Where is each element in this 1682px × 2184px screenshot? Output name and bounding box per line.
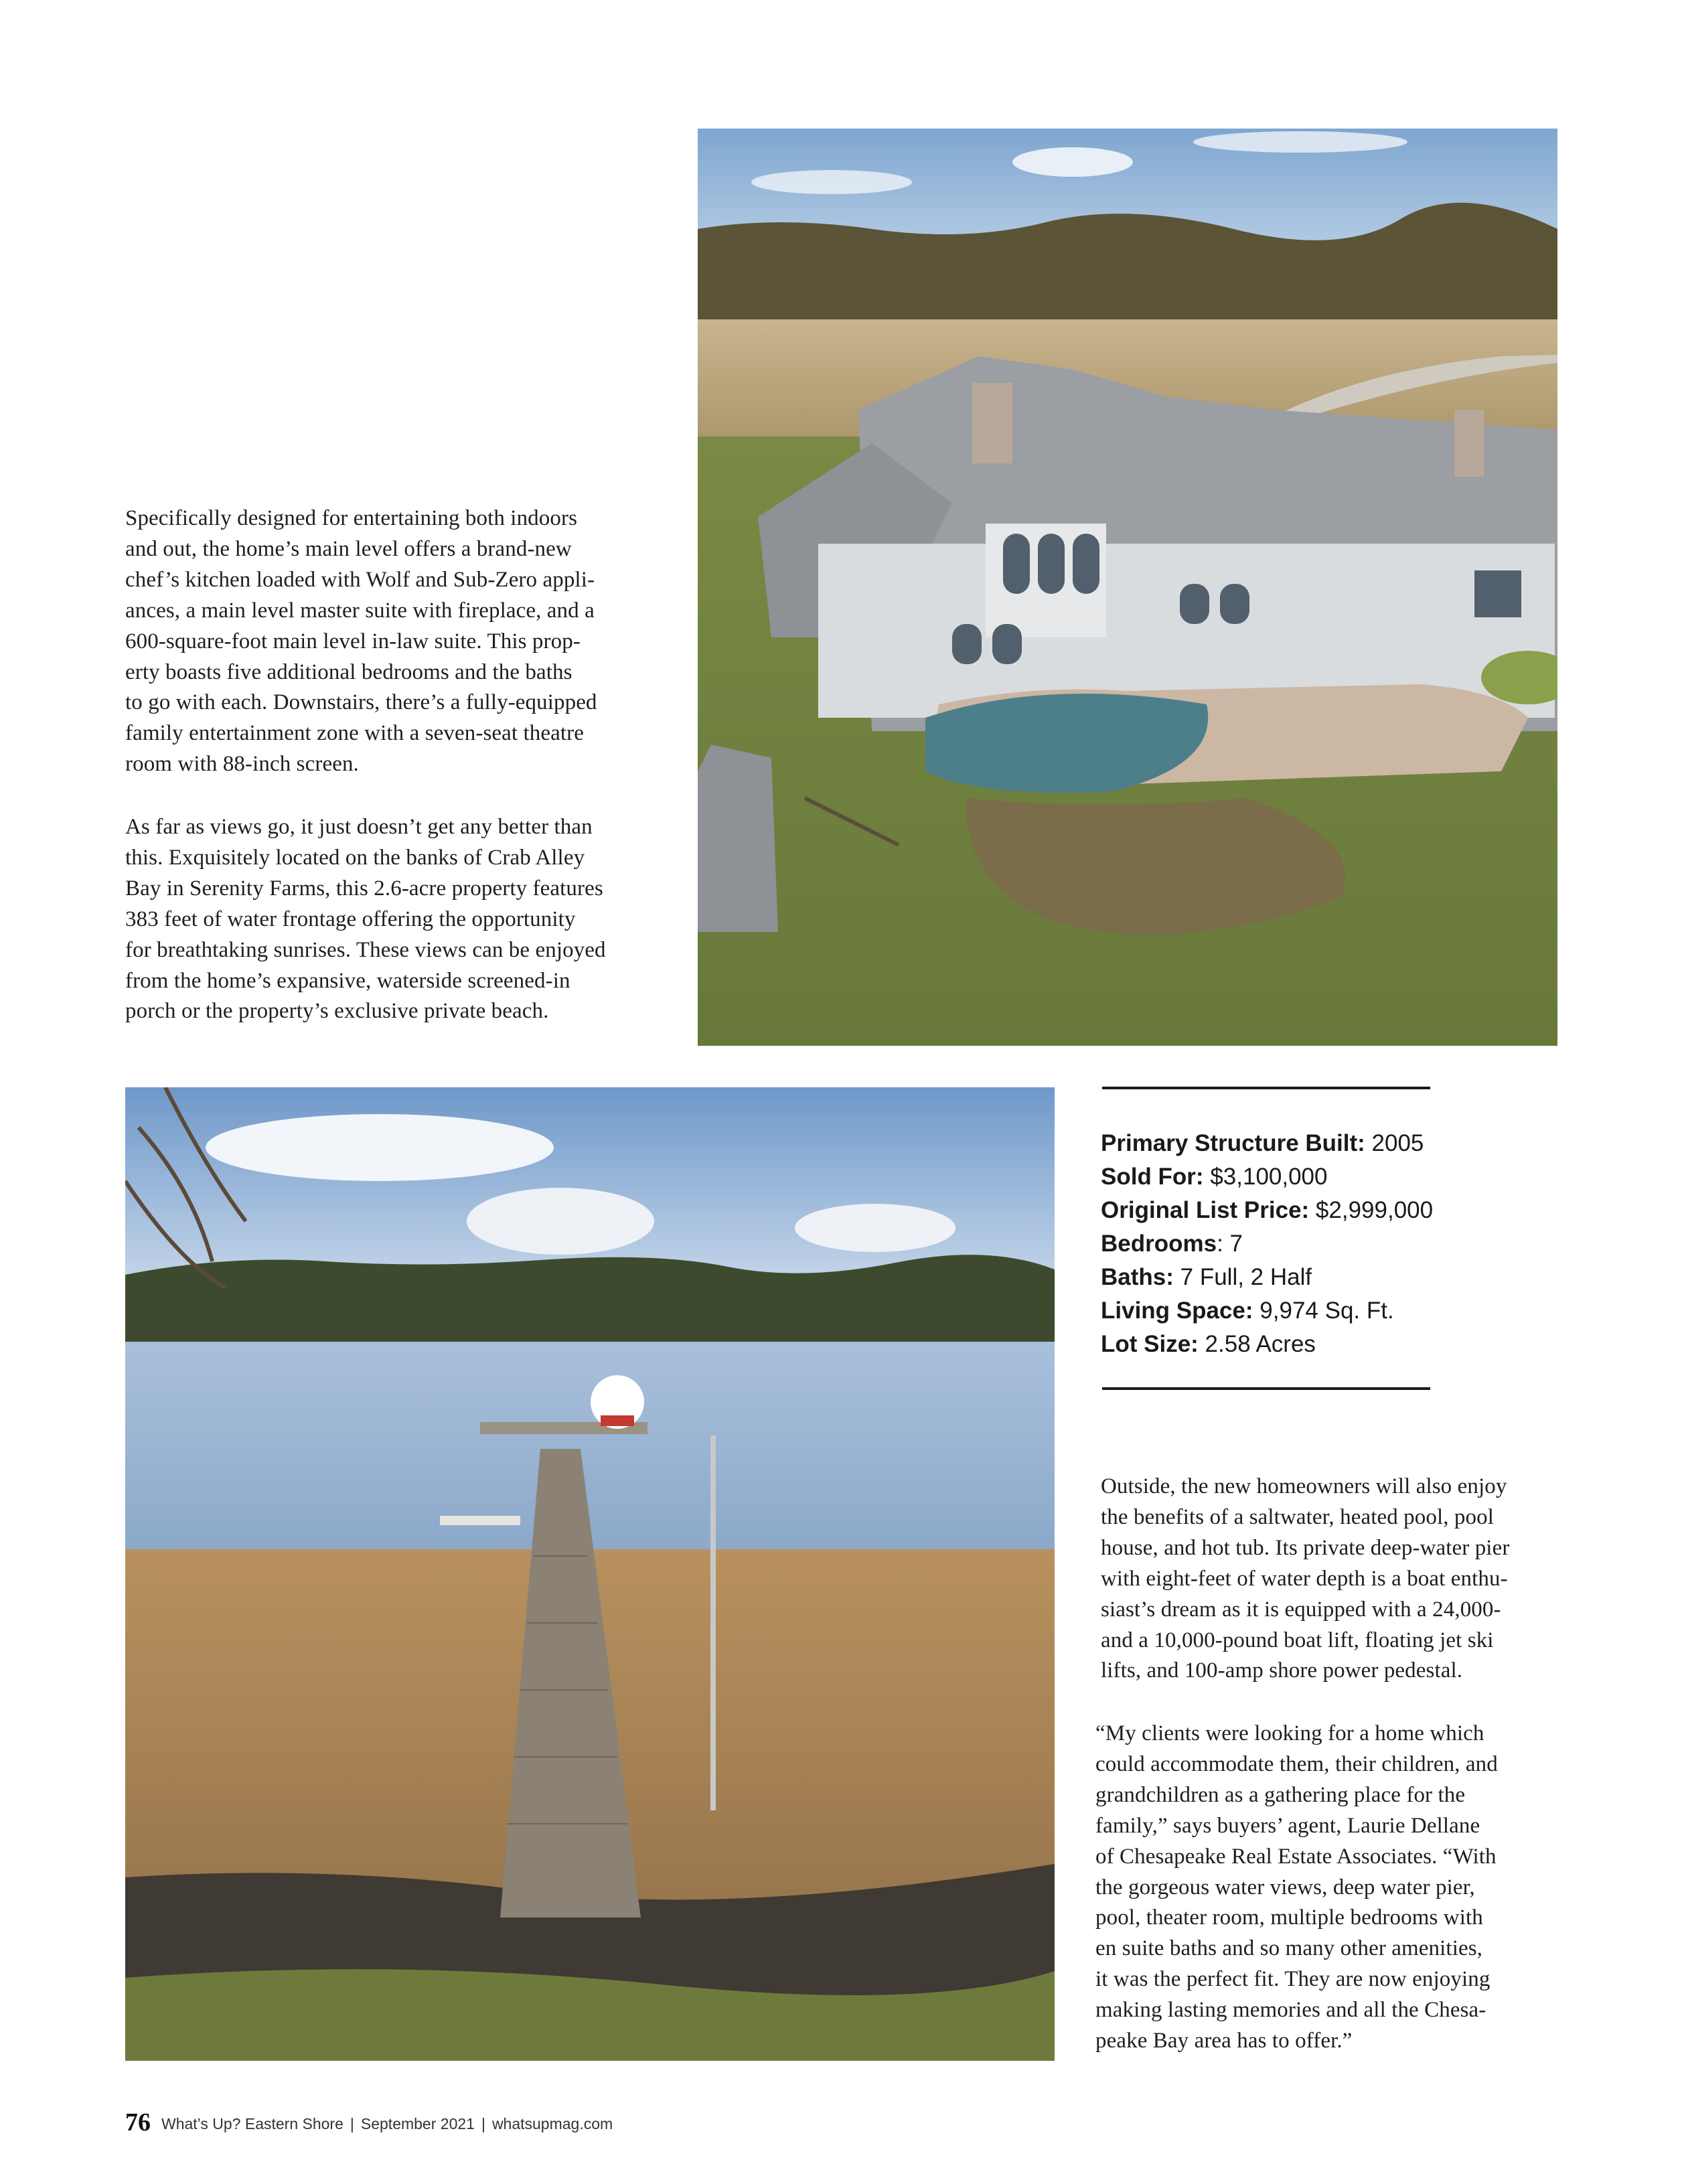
fact-label: Lot Size:	[1101, 1331, 1199, 1357]
fact-value: : 7	[1217, 1231, 1243, 1257]
fact-label: Baths:	[1101, 1264, 1174, 1290]
fact-row-lot-size	[1101, 1328, 1529, 1361]
text-line: siast’s dream as it is equipped with a 24,000-	[1101, 1597, 1501, 1622]
text-line: Bay in Serenity Farms, this 2.6-acre property features	[125, 876, 603, 901]
text-line: family entertainment zone with a seven-seat theatre	[125, 721, 584, 746]
fact-value: $2,999,000	[1309, 1197, 1434, 1223]
outside-paragraph	[1101, 1472, 1570, 1687]
text-line: family,” says buyers’ agent, Laurie Dellane	[1095, 1813, 1480, 1838]
interior-paragraph	[125, 503, 661, 780]
text-line: Outside, the new homeowners will also enjoy	[1101, 1474, 1507, 1498]
property-facts	[1101, 1127, 1529, 1361]
facts-bottom-rule	[1102, 1387, 1430, 1390]
text-line: porch or the property’s exclusive private beach.	[125, 999, 549, 1024]
website-link[interactable]: whatsupmag.com	[491, 2115, 613, 2132]
fact-label: Original List Price:	[1101, 1197, 1310, 1223]
text-line: from the home’s expansive, waterside screened-in	[125, 968, 570, 993]
text-line: room with 88-inch screen.	[125, 752, 359, 777]
text-line: lifts, and 100-amp shore power pedestal.	[1101, 1658, 1463, 1683]
text-line: peake Bay area has to offer.”	[1095, 2029, 1353, 2053]
text-line: it was the perfect fit. They are now enjoying	[1095, 1967, 1490, 1992]
text-line: As far as views go, it just doesn’t get any better than	[125, 815, 593, 839]
text-line: and out, the home’s main level offers a brand-new	[125, 536, 572, 561]
page-footer	[125, 2108, 613, 2137]
text-line: 600-square-foot main level in-law suite. This prop-	[125, 629, 581, 653]
fact-row-list-price	[1101, 1194, 1529, 1227]
text-line: the gorgeous water views, deep water pier,	[1095, 1875, 1475, 1899]
page-number: 76	[125, 2108, 151, 2136]
fact-row-baths	[1101, 1261, 1529, 1294]
fact-label: Sold For:	[1101, 1164, 1204, 1190]
house-aerial-photo	[698, 129, 1557, 1046]
footer-separator: |	[481, 2115, 485, 2132]
fact-value: 9,974 Sq. Ft.	[1253, 1298, 1394, 1324]
magazine-name: What’s Up? Eastern Shore	[161, 2115, 343, 2132]
issue-date: September 2021	[360, 2115, 475, 2132]
views-paragraph	[125, 812, 661, 1027]
text-line: pool, theater room, multiple bedrooms with	[1095, 1905, 1483, 1930]
text-line: en suite baths and so many other amenities,	[1095, 1936, 1482, 1961]
text-line: and a 10,000-pound boat lift, floating jet ski	[1101, 1628, 1494, 1652]
text-line: the benefits of a saltwater, heated pool, pool	[1101, 1504, 1494, 1529]
text-line: ances, a main level master suite with fireplace, and a	[125, 598, 595, 623]
fact-value: 7 Full, 2 Half	[1173, 1264, 1312, 1290]
facts-top-rule	[1102, 1087, 1430, 1089]
text-line: grandchildren as a gathering place for the	[1095, 1782, 1466, 1807]
dock-photo	[125, 1087, 1055, 2061]
text-line: chef’s kitchen loaded with Wolf and Sub-Zero appli-	[125, 567, 595, 592]
text-line: 383 feet of water frontage offering the opportunity	[125, 907, 576, 931]
fact-row-living-space	[1101, 1294, 1529, 1328]
text-line: could accommodate them, their children, and	[1095, 1751, 1498, 1776]
text-line: “My clients were looking for a home which	[1095, 1721, 1484, 1745]
fact-row-sold-for	[1101, 1160, 1529, 1194]
text-line: of Chesapeake Real Estate Associates. “With	[1095, 1844, 1497, 1869]
agent-quote	[1095, 1719, 1578, 2057]
text-line: house, and hot tub. Its private deep-water pier	[1101, 1535, 1510, 1560]
text-line: erty boasts five additional bedrooms and the baths	[125, 659, 572, 684]
fact-value: $3,100,000	[1203, 1164, 1328, 1190]
text-line: this. Exquisitely located on the banks of Crab Alley	[125, 845, 585, 870]
fact-label: Living Space:	[1101, 1298, 1253, 1324]
fact-value: 2.58 Acres	[1198, 1331, 1316, 1357]
text-line: making lasting memories and all the Chesa-	[1095, 1998, 1486, 2023]
text-line: for breathtaking sunrises. These views can be enjoyed	[125, 937, 606, 962]
fact-row-bedrooms	[1101, 1227, 1529, 1261]
text-line: Specifically designed for entertaining both indoors	[125, 506, 578, 530]
text-line: with eight-feet of water depth is a boat enthu-	[1101, 1566, 1508, 1591]
fact-label: Primary Structure Built:	[1101, 1130, 1365, 1156]
text-line: to go with each. Downstairs, there’s a fully-equipped	[125, 690, 597, 715]
fact-label: Bedrooms	[1101, 1231, 1217, 1257]
footer-separator: |	[350, 2115, 354, 2132]
fact-row-built	[1101, 1127, 1529, 1160]
fact-value: 2005	[1365, 1130, 1424, 1156]
